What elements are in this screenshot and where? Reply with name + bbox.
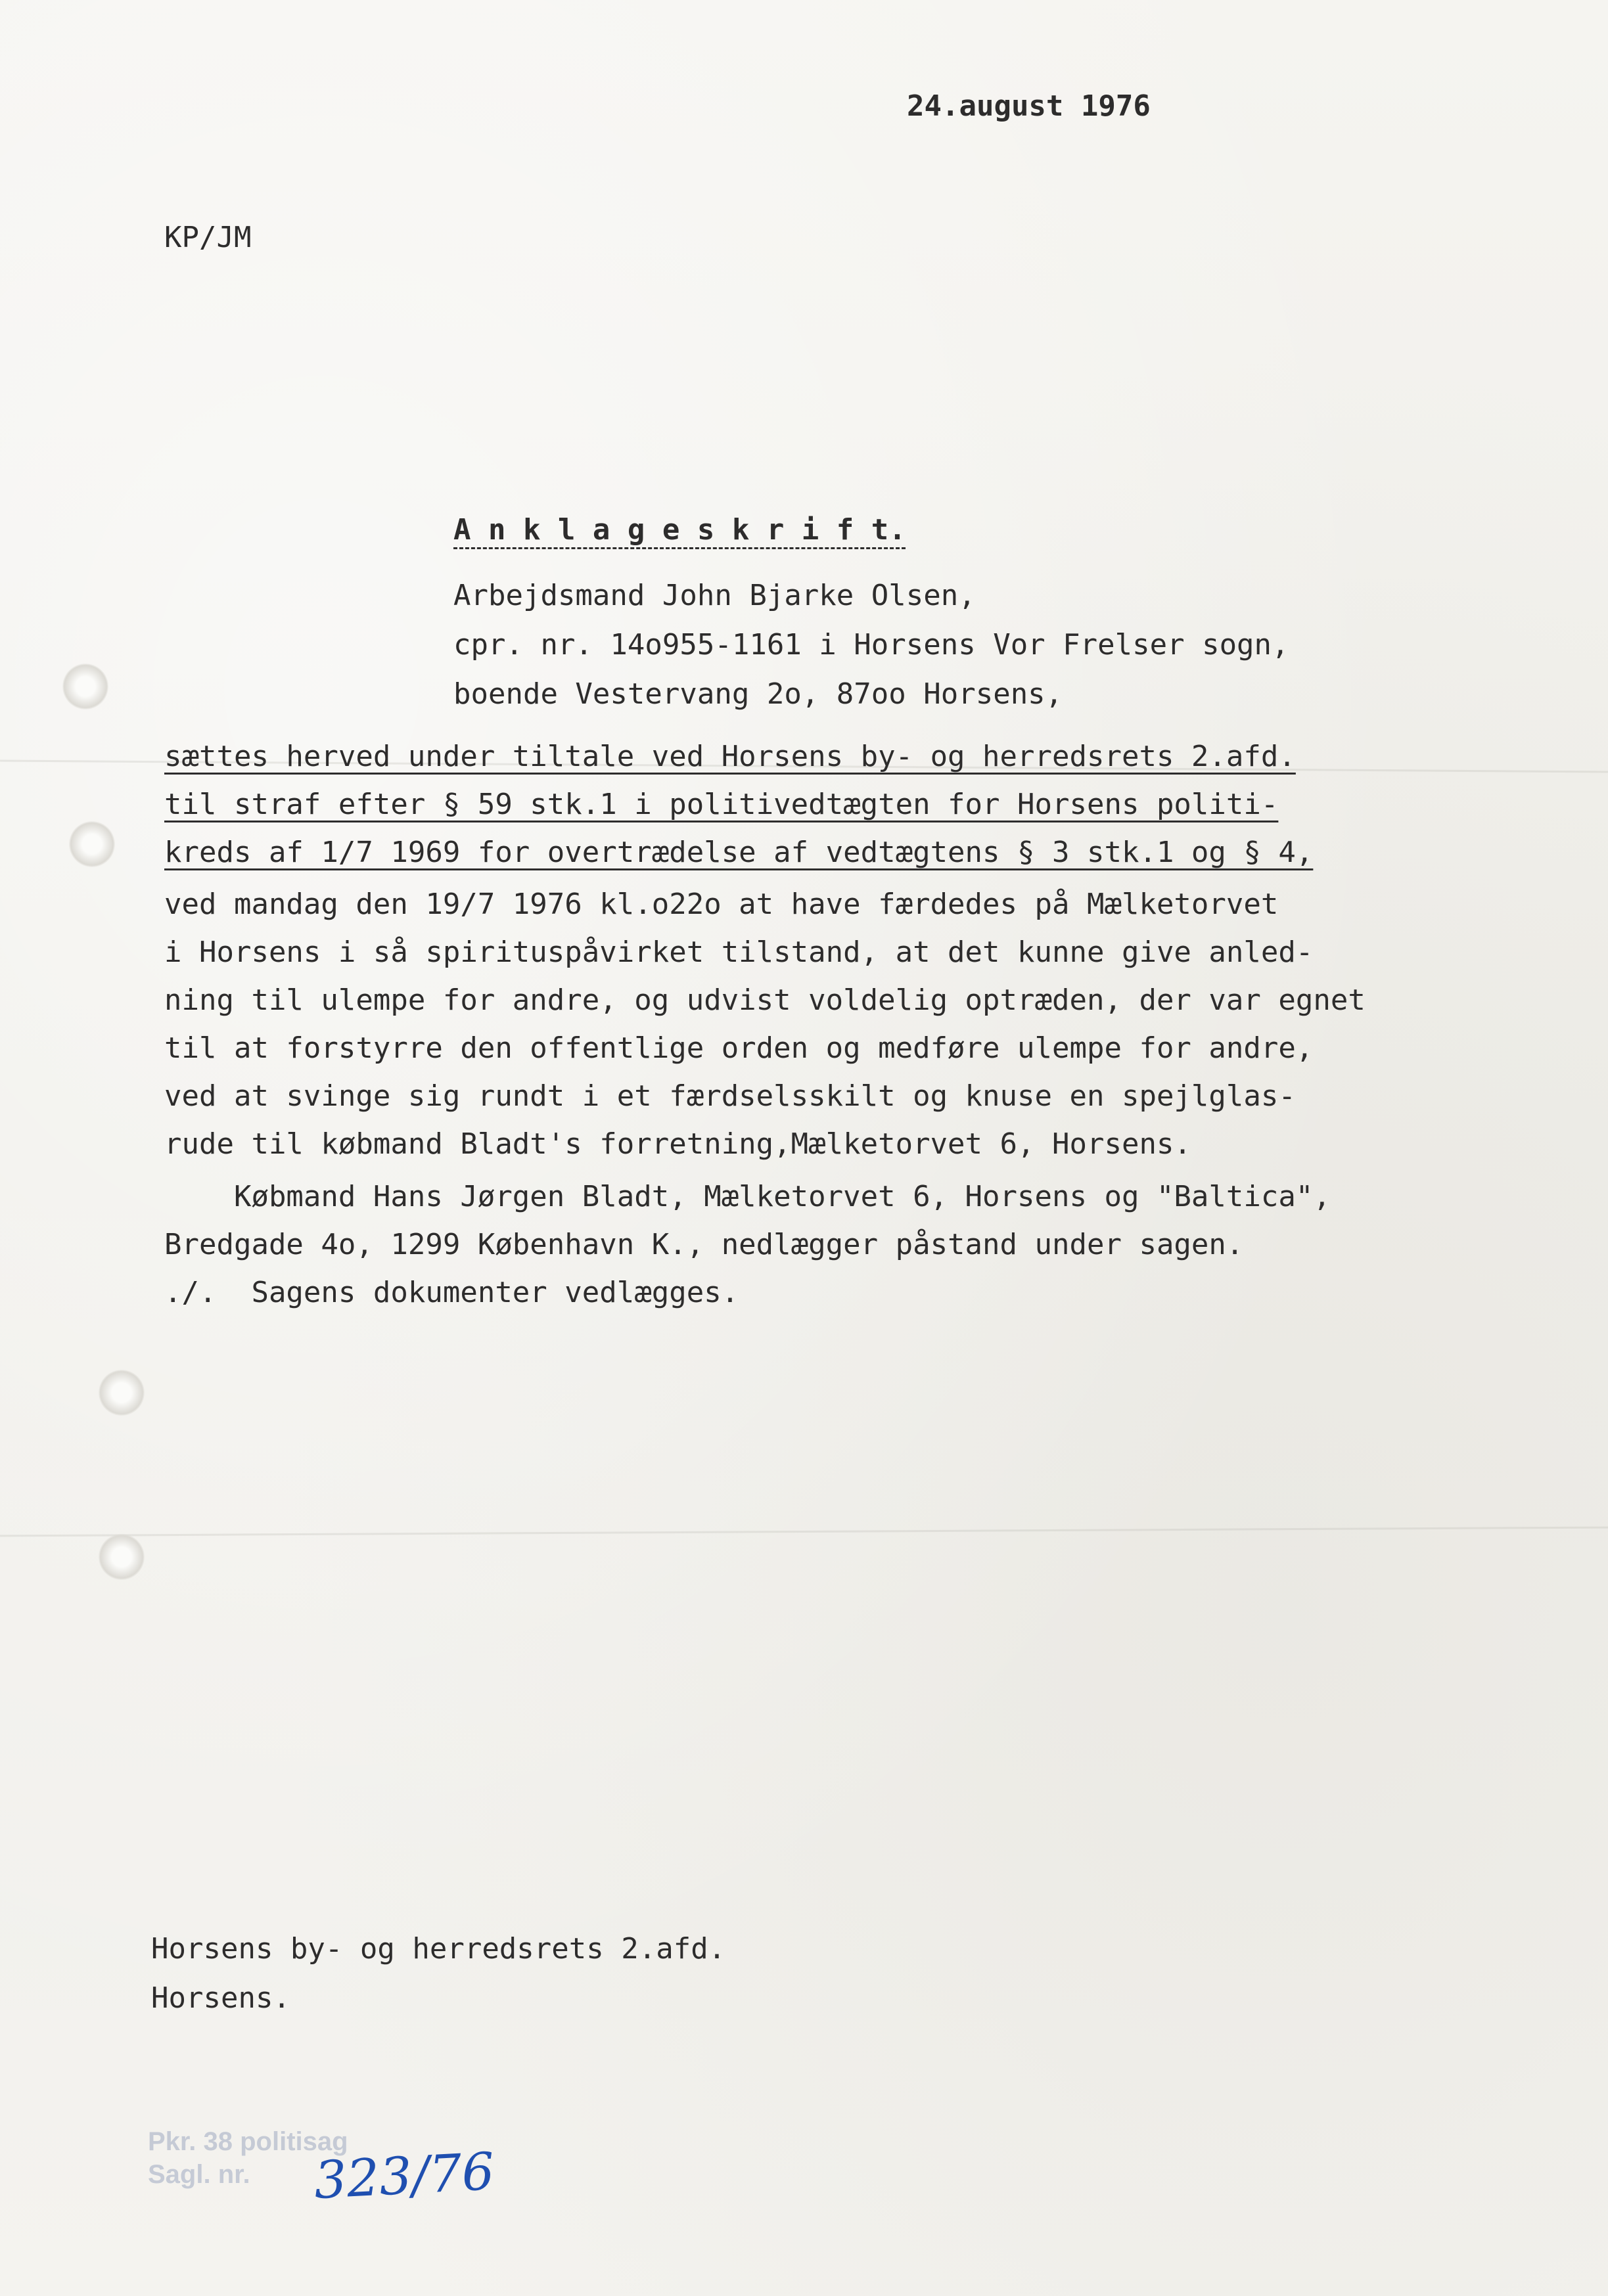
letter-date: 24.august 1976 xyxy=(907,89,1151,123)
body-line: til at forstyrre den offentlige orden og medføre ulempe for andre, xyxy=(164,1031,1314,1065)
body-line: ved at svinge sig rundt i et færdselsskilt og knuse en spejlglas- xyxy=(164,1079,1296,1113)
defendant-line: Arbejdsmand John Bjarke Olsen, xyxy=(453,579,976,612)
enclosure-note: ./. Sagens dokumenter vedlægges. xyxy=(164,1276,739,1309)
body-line: Købmand Hans Jørgen Bladt, Mælketorvet 6, Horsens og "Baltica", xyxy=(164,1180,1331,1213)
defendant-line: cpr. nr. 14o955-1161 i Horsens Vor Frelser sogn, xyxy=(453,628,1289,662)
punch-hole xyxy=(99,1370,145,1416)
stamp-line: Sagl. nr. xyxy=(148,2160,250,2189)
handwritten-case-number: 323/76 xyxy=(312,2142,496,2211)
charge-line: kreds af 1/7 1969 for overtrædelse af vedtægtens § 3 stk.1 og § 4, xyxy=(164,836,1314,869)
document-title: A n k l a g e s k r i f t. xyxy=(453,513,906,547)
fold-crease xyxy=(0,1527,1608,1537)
body-line: Bredgade 4o, 1299 København K., nedlægger påstand under sagen. xyxy=(164,1228,1244,1261)
body-line: ved mandag den 19/7 1976 kl.o22o at have færdedes på Mælketorvet xyxy=(164,888,1279,921)
stamp-line: Pkr. 38 politisag xyxy=(148,2127,348,2156)
charge-line: til straf efter § 59 stk.1 i politivedtægten for Horsens politi- xyxy=(164,788,1279,821)
body-line: ning til ulempe for andre, og udvist voldelig optræden, der var egnet xyxy=(164,983,1366,1017)
charge-line: sættes herved under tiltale ved Horsens by- og herredsrets 2.afd. xyxy=(164,740,1296,773)
body-line: rude til købmand Bladt's forretning,Mælketorvet 6, Horsens. xyxy=(164,1127,1191,1161)
defendant-line: boende Vestervang 2o, 87oo Horsens, xyxy=(453,677,1063,711)
reference-initials: KP/JM xyxy=(164,221,252,254)
punch-hole xyxy=(69,821,115,867)
addressee-line: Horsens. xyxy=(151,1981,290,2015)
punch-hole xyxy=(62,664,108,709)
addressee-line: Horsens by- og herredsrets 2.afd. xyxy=(151,1932,726,1966)
punch-hole xyxy=(99,1534,145,1580)
body-line: i Horsens i så spirituspåvirket tilstand, at det kunne give anled- xyxy=(164,935,1314,969)
